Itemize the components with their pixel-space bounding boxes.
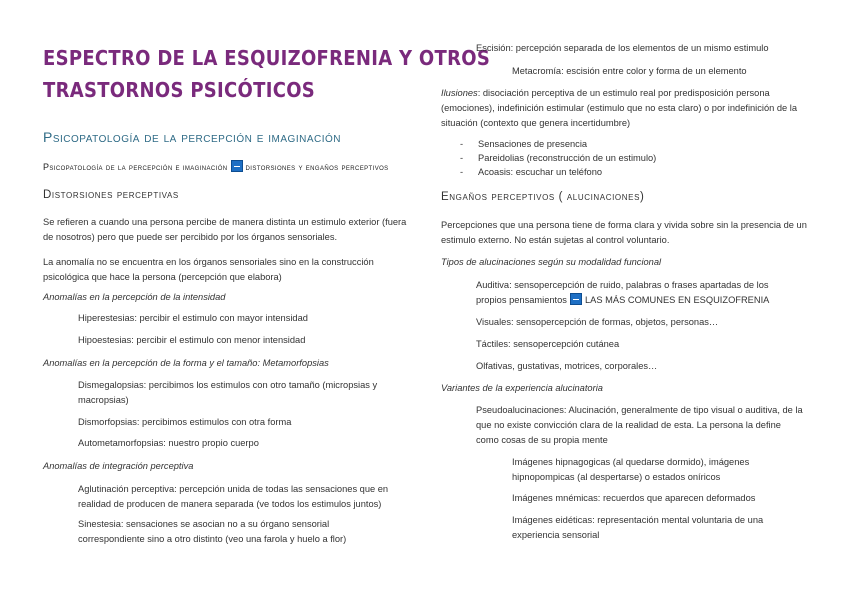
subtitle-a: Psicopatología de la percepción e imaginación <box>43 162 228 172</box>
bullet-item <box>460 165 656 179</box>
paragraph: Percepciones que una persona tiene de forma clara y vivida sobre sin la presencia de un estimulo externo. No están sujetas al control voluntario. <box>441 220 807 245</box>
list-item: Táctiles: sensopercepción cutánea <box>476 339 620 349</box>
list-item: Dismorfopsias: percibimos estimulos con otra forma <box>78 417 292 427</box>
arrow-box-icon <box>570 293 582 305</box>
list-item: Imágenes hipnagogicas (al quedarse dormido), imágenes hipnopompicas (al despertarse) o estados oníricos <box>512 457 750 482</box>
paragraph: Se refieren a cuando una persona percibe de manera distinta un estimulo exterior (fuera de nosotros) pero que puede ser percibido por los órganos sensoriales. <box>43 217 407 242</box>
arrow-box-icon <box>231 160 243 172</box>
list-item: Hipoestesias: percibir el estimulo con menor intensidad <box>78 335 306 345</box>
list-item: Imágenes eidéticas: representación mental voluntaria de una experiencia sensorial <box>512 515 764 540</box>
paragraph-ilusiones <box>441 86 809 131</box>
italic-heading: Anomalías en la percepción de la forma y el tamaño: Metamorfopsias <box>43 358 329 368</box>
section-heading: Psicopatología de la percepción e imaginación <box>43 129 342 145</box>
subtitle-b: distorsiones y engaños perceptivos <box>245 162 389 172</box>
auditiva-text: Auditiva: sensopercepción de ruido, palabras o frases apartadas de los propios pensamientos <box>476 280 769 305</box>
bullet-text: Sensaciones de presencia <box>478 139 588 149</box>
list-item: Imágenes mnémicas: recuerdos que aparecen deformados <box>512 493 756 503</box>
list-item: Hiperestesias: percibir el estimulo con mayor intensidad <box>78 313 308 323</box>
list-item: Aglutinación perceptiva: percepción unida de todas las sensaciones que en realidad de producen de manera separada (ve todos los estimulos juntos) <box>78 484 389 509</box>
ilusiones-text: : disociación perceptiva de un estimulo real por predisposición persona (emociones), indefinición estimular (estimulo que no esta claro) o por indefinición de la situación (contexto que genera incertidumbre) <box>441 88 798 128</box>
list-item: Pseudoalucinaciones: Alucinación, generalmente de tipo visual o auditiva, de la que no existe convicción clara de la realidad de esta. La persona la define como cosas de su propia mente <box>476 405 803 445</box>
list-item: Metacromía: escisión entre color y forma de un elemento <box>512 66 747 76</box>
auditiva-note: LAS MÁS COMUNES EN ESQUIZOFRENIA <box>584 295 770 305</box>
list-item: Visuales: sensopercepción de formas, objetos, personas… <box>476 317 719 327</box>
list-item: Sinestesia: sensaciones se asocian no a su órgano sensorial correspondiente sino a otro distinto (veo una farola y huelo a flor) <box>78 519 347 544</box>
dash-icon: - <box>460 139 464 149</box>
bullet-text: Pareidolias (reconstrucción de un estimulo) <box>478 153 657 163</box>
italic-heading: Anomalías de integración perceptiva <box>43 461 194 471</box>
paragraph: La anomalía no se encuentra en los órganos sensoriales sino en la construcción psicológica que hace la persona (percepción que elabora) <box>43 257 374 282</box>
subheading-distorsiones: Distorsiones perceptivas <box>43 189 179 201</box>
bullet-text: Acoasis: escuchar un teléfono <box>478 167 603 177</box>
list-item: Dismegalopsias: percibimos los estimulos con otro tamaño (micropsias y macropsias) <box>78 380 378 405</box>
bullet-item <box>460 151 657 165</box>
italic-heading: Anomalías en la percepción de la intensidad <box>43 292 226 302</box>
title-line-2: TRASTORNOS PSICÓTICOS <box>43 78 316 102</box>
ilusiones-label: Ilusiones <box>441 88 478 98</box>
dash-icon: - <box>460 153 464 163</box>
subtitle-line <box>43 160 389 175</box>
list-item: Autometamorfopsias: nuestro propio cuerpo <box>78 438 259 448</box>
subheading-enganos: Engaños perceptivos ( alucinaciones) <box>441 191 645 203</box>
document-title <box>43 42 490 106</box>
list-item: Escisión: percepción separada de los elementos de un mismo estimulo <box>476 43 769 53</box>
italic-heading: Variantes de la experiencia alucinatoria <box>441 383 603 393</box>
dash-icon: - <box>460 167 464 177</box>
list-item-auditiva <box>476 278 796 308</box>
italic-heading: Tipos de alucinaciones según su modalidad funcional <box>441 257 662 267</box>
list-item: Olfativas, gustativas, motrices, corporales… <box>476 361 658 371</box>
bullet-item <box>460 137 656 151</box>
title-line-1: ESPECTRO DE LA ESQUIZOFRENIA Y OTROS <box>43 46 491 70</box>
bullet-list <box>460 137 657 179</box>
